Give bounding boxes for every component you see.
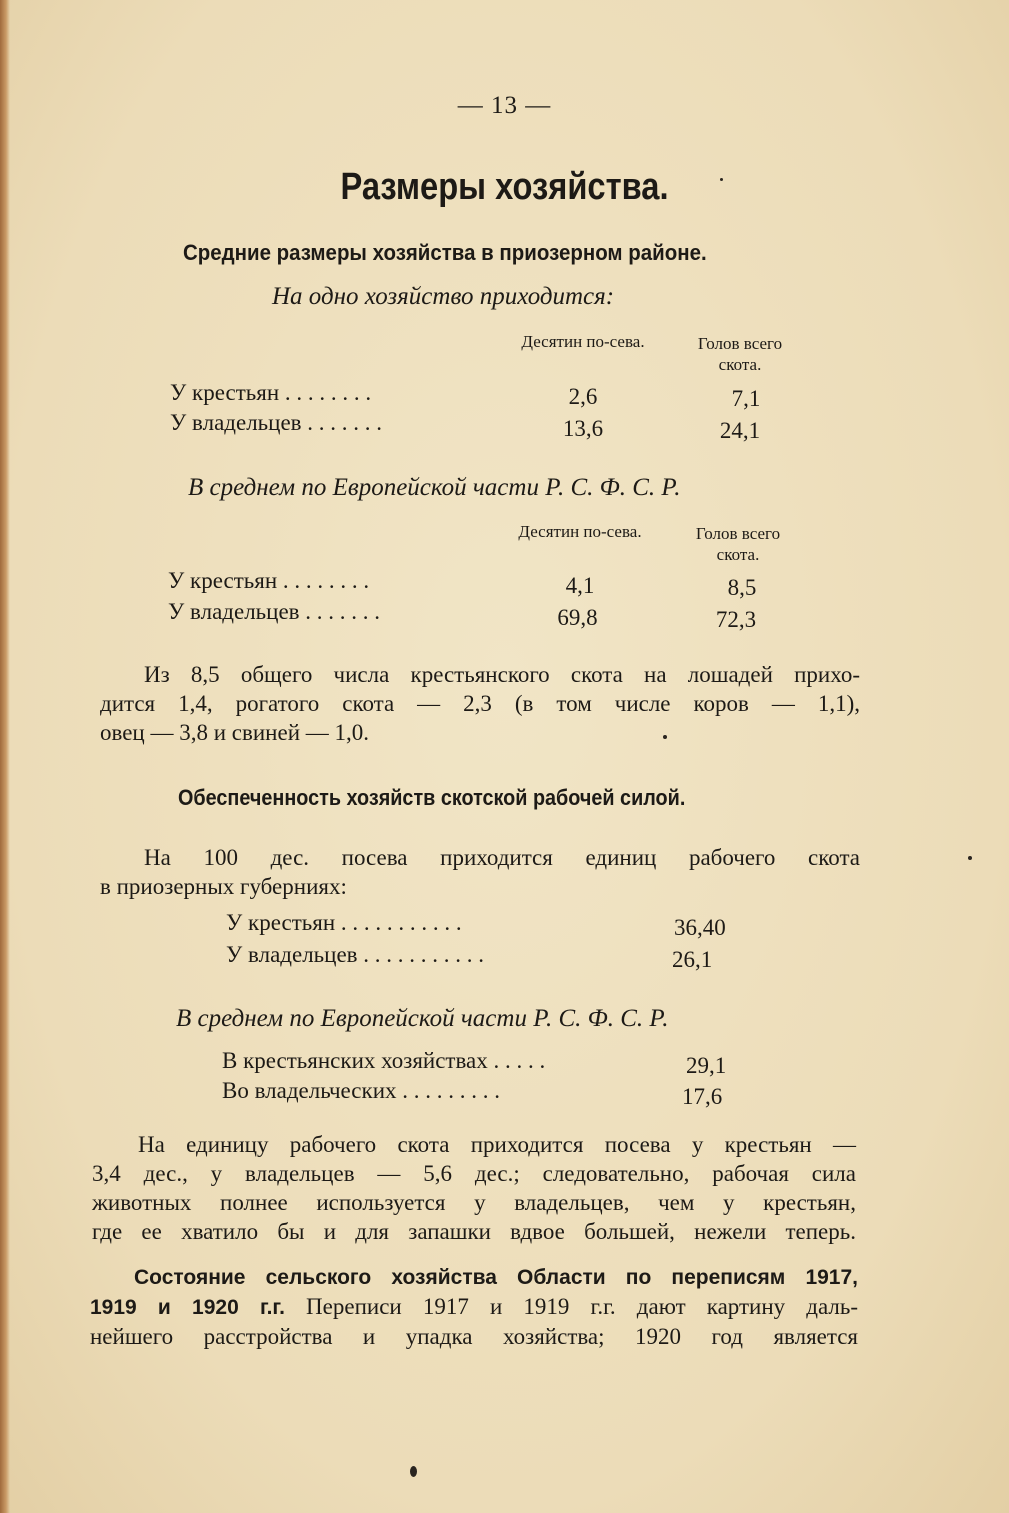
paragraph-line: овец — 3,8 и свиней — 1,0. xyxy=(100,720,370,745)
page-binding-edge xyxy=(0,0,10,1513)
paragraph-line: где ее хватило бы и для запашки вдвое большей, нежели теперь. xyxy=(92,1219,856,1244)
section4-row-label: В крестьянских хозяйствах . . . . . xyxy=(222,1048,546,1073)
section1-row-cattle: 7,1 xyxy=(731,386,761,411)
paragraph-line: 3,4 дес., у владельцев — 5,6 дес.; следовательно, рабочая сила xyxy=(92,1161,856,1186)
section3-row-value: 36,40 xyxy=(674,915,726,940)
ink-speck xyxy=(663,735,667,739)
section4-row-value: 29,1 xyxy=(686,1053,727,1078)
paragraph-line: На единицу рабочего скота приходится посева у крестьян — xyxy=(138,1132,856,1157)
section1-row-label: У крестьян . . . . . . . . xyxy=(170,380,372,405)
section1-row-sown: 13,6 xyxy=(562,416,604,441)
section2-row-sown: 69,8 xyxy=(557,605,598,630)
section2-row-cattle: 8,5 xyxy=(727,575,757,600)
paragraph-line xyxy=(90,1262,858,1292)
paragraph-bold-lead: Состояние сельского хозяйства Области по переписям 1917, xyxy=(134,1266,858,1289)
section1-col2-header: Голов всего скота. xyxy=(697,334,783,374)
section1-col1-header: Десятин по-сева. xyxy=(521,332,645,351)
section3-row-label: У крестьян . . . . . . . . . . . xyxy=(226,910,462,935)
section1-subheading: На одно хозяйство приходится: xyxy=(272,283,615,310)
paragraph xyxy=(100,843,860,901)
paragraph-line: дится 1,4, рогатого скота — 2,3 (в том числе коров — 1,1), xyxy=(100,691,860,716)
paragraph xyxy=(90,1262,858,1351)
paragraph-line: Из 8,5 общего числа крестьянского скота на лошадей прихо- xyxy=(144,662,860,687)
paragraph xyxy=(92,1130,856,1246)
section2-col2-header: Голов всего скота. xyxy=(695,524,781,564)
section2-row-sown: 4,1 xyxy=(565,573,595,598)
ink-speck xyxy=(968,856,972,860)
section1-heading: Средние размеры хозяйства в приозерном районе. xyxy=(183,240,707,265)
section4-row-value: 17,6 xyxy=(682,1084,723,1109)
section2-row-label: У крестьян . . . . . . . . xyxy=(168,568,370,593)
page-number: — 13 — xyxy=(457,92,552,119)
section2-row-label: У владельцев . . . . . . . xyxy=(168,599,381,624)
paragraph-text: Переписи 1917 и 1919 г.г. дают картину даль- xyxy=(306,1294,859,1319)
section2-subheading: В среднем по Европейской части Р. С. Ф. С. Р. xyxy=(188,474,681,501)
section2-row-cattle: 72,3 xyxy=(715,607,757,632)
section4-row-label: Во владельческих . . . . . . . . . xyxy=(222,1078,500,1103)
ink-speck xyxy=(720,178,723,181)
paragraph-line: нейшего расстройства и упадка хозяйства; 1920 год является xyxy=(90,1324,858,1349)
section1-row-label: У владельцев . . . . . . . xyxy=(170,410,383,435)
paragraph xyxy=(100,660,860,747)
paragraph-line xyxy=(90,1292,858,1322)
section3-row-value: 26,1 xyxy=(672,947,713,972)
paragraph-line: животных полнее используется у владельцев, чем у крестьян, xyxy=(92,1190,856,1215)
paragraph-line: На 100 дес. посева приходится единиц рабочего скота xyxy=(144,845,860,870)
section1-row-sown: 2,6 xyxy=(568,384,598,409)
section3-row-label: У владельцев . . . . . . . . . . . xyxy=(226,942,485,967)
paragraph-line: в приозерных губерниях: xyxy=(100,874,347,899)
section4-subheading: В среднем по Европейской части Р. С. Ф. С. Р. xyxy=(176,1005,669,1032)
page-title: Размеры хозяйства. xyxy=(340,166,669,208)
section1-row-cattle: 24,1 xyxy=(719,418,761,443)
ink-speck xyxy=(410,1466,417,1477)
paragraph-bold-lead: 1919 и 1920 г.г. xyxy=(90,1296,285,1319)
section2-col1-header: Десятин по-сева. xyxy=(518,522,642,541)
section3-heading: Обеспеченность хозяйств скотской рабочей силой. xyxy=(178,785,686,810)
